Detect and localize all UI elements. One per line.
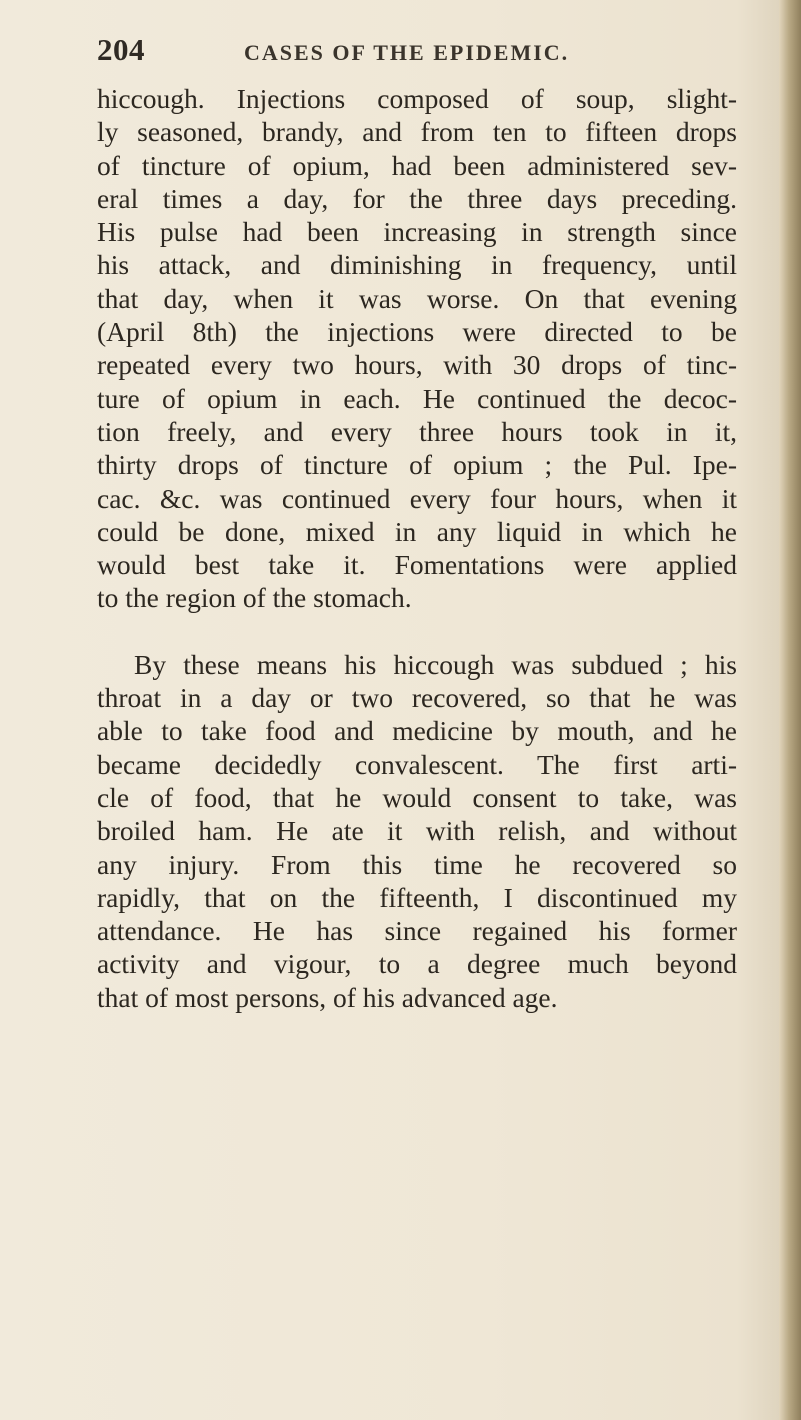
paragraph-1 <box>97 82 737 615</box>
text-line: any injury. From this time he recovered so <box>97 848 737 880</box>
text-line: that of most persons, of his advanced age. <box>97 981 558 1013</box>
paragraph-gap <box>97 615 737 648</box>
text-line: could be done, mixed in any liquid in which he <box>97 515 737 547</box>
text-line: would best take it. Fomentations were applied <box>97 549 737 581</box>
text-line: eral times a day, for the three days preceding. <box>97 182 737 214</box>
text-line: cle of food, that he would consent to take, was <box>97 781 737 813</box>
page-edge <box>779 0 801 1420</box>
body-text <box>97 82 737 1014</box>
text-line: thirty drops of tincture of opium ; the Pul. Ipe- <box>97 449 737 481</box>
text-line: By these means his hiccough was subdued ; his <box>134 648 737 680</box>
text-line: activity and vigour, to a degree much beyond <box>97 948 737 980</box>
running-head <box>0 32 801 72</box>
text-line: hiccough. Injections composed of soup, slight- <box>97 83 737 114</box>
text-line: became decidedly convalescent. The first arti- <box>97 748 737 780</box>
text-line: (April 8th) the injections were directed to be <box>97 316 737 348</box>
running-title: CASES OF THE EPIDEMIC. <box>244 40 570 65</box>
text-line: his attack, and diminishing in frequency, until <box>97 249 737 281</box>
text-line: broiled ham. He ate it with relish, and without <box>97 815 737 847</box>
text-line: to the region of the stomach. <box>97 582 412 614</box>
text-line: that day, when it was worse. On that evening <box>97 282 737 314</box>
text-line: ture of opium in each. He continued the decoc- <box>97 382 737 414</box>
text-line: His pulse had been increasing in strength since <box>97 216 737 248</box>
page-number: 204 <box>97 32 145 67</box>
text-line: repeated every two hours, with 30 drops of tinc- <box>97 349 737 381</box>
text-line: cac. &c. was continued every four hours, when it <box>97 482 737 514</box>
text-line: able to take food and medicine by mouth, and he <box>97 715 737 747</box>
text-line: rapidly, that on the fifteenth, I discontinued my <box>97 881 737 913</box>
text-line: throat in a day or two recovered, so that he was <box>97 682 737 714</box>
paragraph-2 <box>97 648 737 1014</box>
text-line: attendance. He has since regained his former <box>97 915 737 947</box>
text-line: ly seasoned, brandy, and from ten to fifteen drops <box>97 116 737 148</box>
text-line: tion freely, and every three hours took in it, <box>97 415 737 447</box>
text-line: of tincture of opium, had been administered sev- <box>97 149 737 181</box>
